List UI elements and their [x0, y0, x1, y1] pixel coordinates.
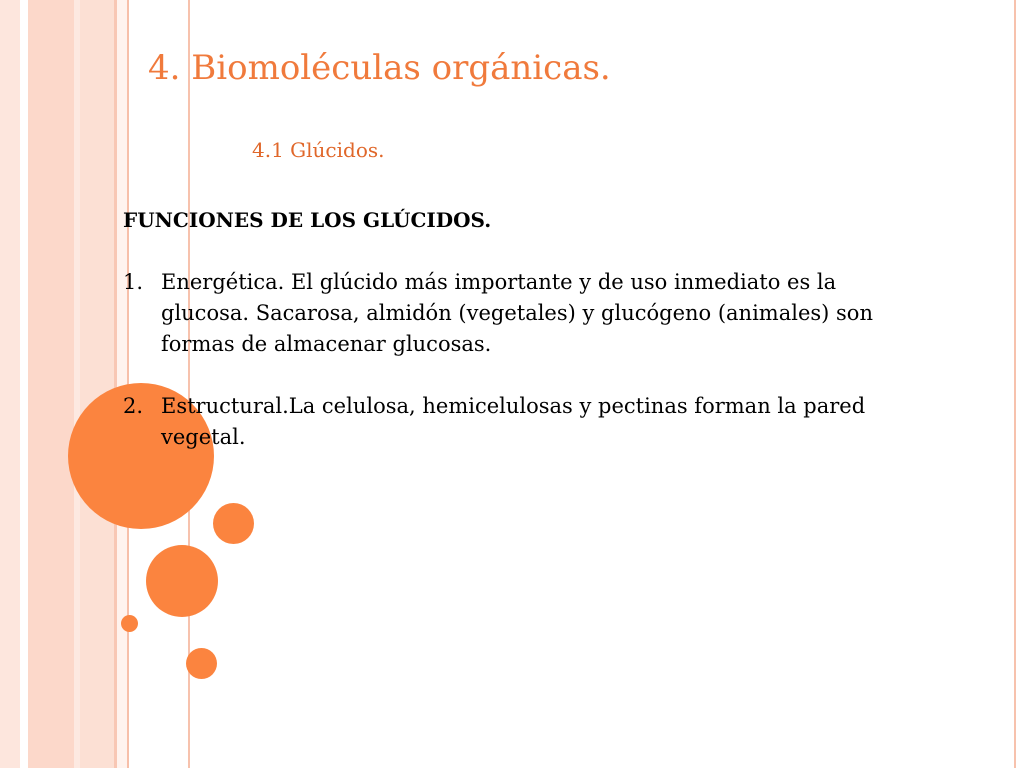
- list-item-number: 1.: [123, 270, 144, 294]
- slide-subtitle: 4.1 Glúcidos.: [252, 138, 385, 162]
- decorative-circle-tiny: [121, 615, 138, 632]
- list-item: [123, 267, 923, 360]
- decorative-stripe: [80, 0, 114, 768]
- decorative-stripe: [28, 0, 74, 768]
- slide-title: 4. Biomoléculas orgánicas.: [148, 48, 611, 88]
- decorative-stripe: [1014, 0, 1016, 768]
- list-item-number: 2.: [123, 394, 144, 418]
- decorative-stripe: [0, 0, 20, 768]
- section-heading: FUNCIONES DE LOS GLÚCIDOS.: [123, 208, 492, 232]
- list-item-text: Estructural.La celulosa, hemicelulosas y pectinas forman la pared vegetal.: [161, 394, 866, 449]
- decorative-circle-small: [186, 648, 217, 679]
- decorative-circle-medium: [146, 545, 218, 617]
- list-item-text: Energética. El glúcido más importante y de uso inmediato es la glucosa. Sacarosa, almidón (vegetales) y glucógeno (animales) son formas de almacenar glucosas.: [161, 270, 873, 356]
- decorative-stripe: [20, 0, 28, 768]
- list-item: [123, 391, 923, 453]
- slide-content: [123, 205, 923, 484]
- decorative-circle-small: [213, 503, 254, 544]
